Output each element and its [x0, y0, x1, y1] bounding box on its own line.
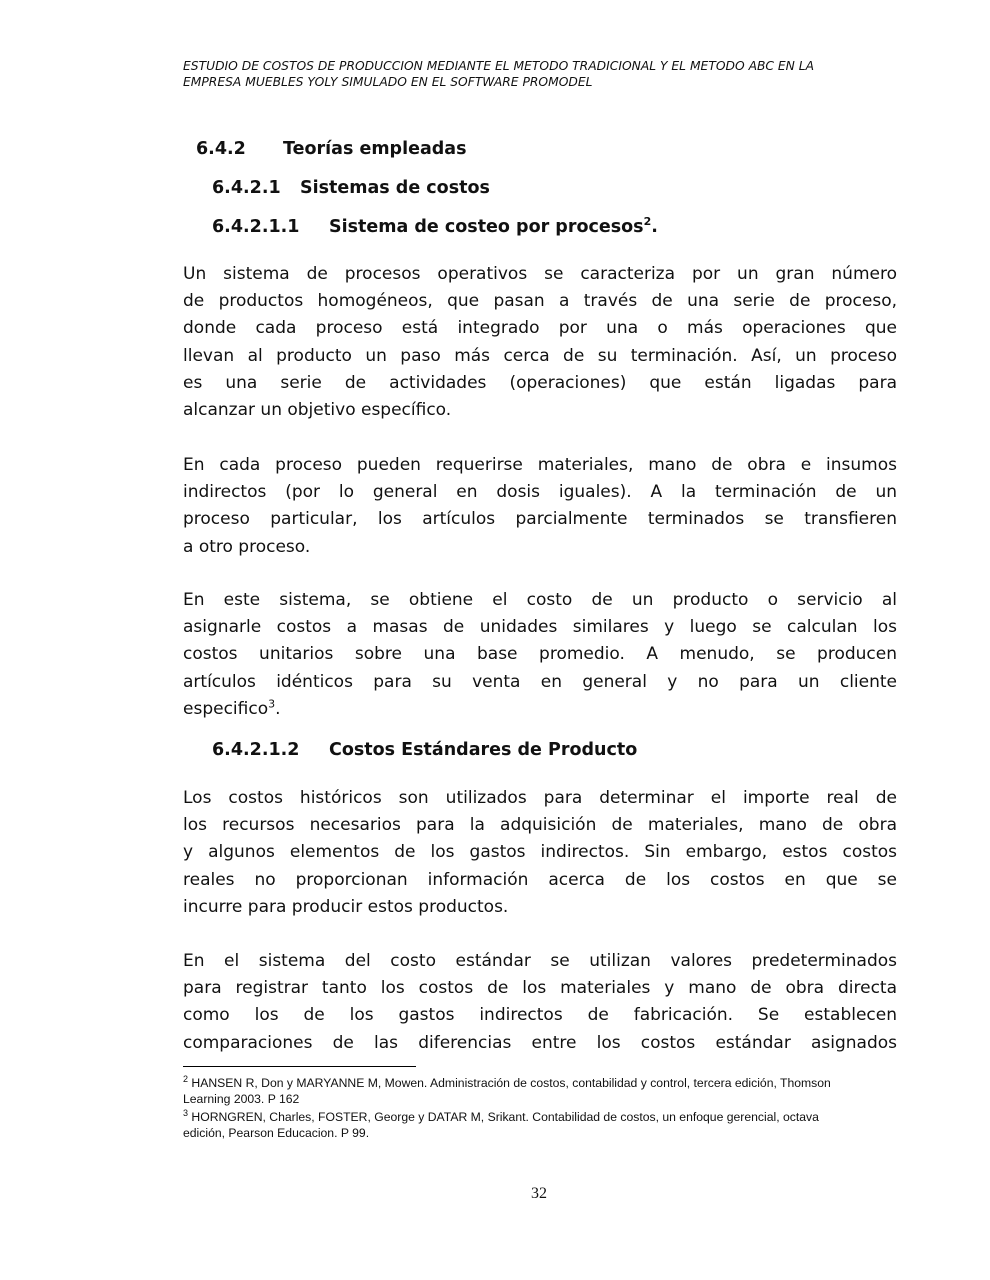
paragraph-5: [183, 948, 897, 1057]
text-line: los recursos necesarios para la adquisición de materiales, mano de obra: [183, 815, 897, 836]
footnote-mark: 2: [183, 1073, 189, 1084]
text-line: Un sistema de procesos operativos se caracteriza por un gran número: [183, 264, 897, 284]
text-line: como los de los gastos indirectos de fabricación. Se establecen: [183, 1005, 897, 1026]
text-line: a otro proceso.: [183, 536, 311, 557]
heading-6-4-2-1-2: [212, 740, 638, 760]
text-line: costos unitarios sobre una base promedio. A menudo, se producen: [183, 644, 897, 665]
text-line: En cada proceso pueden requerirse materiales, mano de obra e insumos: [183, 455, 897, 475]
paragraph-1: [183, 261, 897, 424]
heading-6-4-2: [196, 139, 467, 159]
footnote-ref[interactable]: 2: [643, 215, 652, 229]
footnote-2: [183, 1075, 897, 1107]
text-line: En el sistema del costo estándar se utilizan valores predeterminados: [183, 951, 897, 971]
header-line: ESTUDIO DE COSTOS DE PRODUCCION MEDIANTE EL METODO TRADICIONAL Y EL METODO ABC EN LA: [183, 59, 815, 73]
text-line: Los costos históricos son utilizados para determinar el importe real de: [183, 788, 897, 808]
text-line: es una serie de actividades (operaciones) que están ligadas para: [183, 372, 897, 393]
heading-title: Teorías empleadas: [283, 139, 467, 159]
text-line: y algunos elementos de los gastos indirectos. Sin embargo, estos costos: [183, 842, 897, 863]
footnote-3: [183, 1109, 897, 1141]
text-line: reales no proporcionan información acerca de los costos en que se: [183, 869, 897, 890]
heading-title: Costos Estándares de Producto: [329, 740, 638, 760]
text-line: En este sistema, se obtiene el costo de un producto o servicio al: [183, 590, 897, 610]
heading-6-4-2-1-1: [212, 215, 658, 237]
heading-punct: .: [651, 217, 658, 237]
heading-title: Sistemas de costos: [300, 178, 490, 198]
footnote-ref[interactable]: 3: [268, 697, 276, 711]
text-line: asignarle costos a masas de unidades similares y luego se calculan los: [183, 617, 897, 638]
text-line: comparaciones de las diferencias entre los costos estándar asignados: [183, 1032, 897, 1053]
text-punct: .: [275, 698, 281, 719]
footnote-mark: 3: [183, 1107, 189, 1118]
text-line: de productos homogéneos, que pasan a través de una serie de proceso,: [183, 291, 897, 312]
paragraph-4: [183, 785, 897, 921]
text-line: especifico: [183, 698, 269, 719]
text-line: proceso particular, los artículos parcialmente terminados se transfieren: [183, 509, 897, 530]
text-line: para registrar tanto los costos de los materiales y mano de obra directa: [183, 978, 897, 999]
paragraph-2: [183, 452, 897, 561]
header-line: EMPRESA MUEBLES YOLY SIMULADO EN EL SOFTWARE PROMODEL: [183, 75, 593, 89]
footnote-text: HORNGREN, Charles, FOSTER, George y DATAR M, Srikant. Contabilidad de costos, un enfoque gerencial, octava: [191, 1110, 819, 1124]
footnote-text: edición, Pearson Educacion. P 99.: [183, 1126, 370, 1140]
text-line: indirectos (por lo general en dosis iguales). A la terminación de un: [183, 482, 897, 503]
heading-title: Sistema de costeo por procesos: [329, 217, 644, 237]
footnote-text: Learning 2003. P 162: [183, 1092, 300, 1106]
running-header: [183, 58, 903, 90]
heading-number: 6.4.2: [196, 139, 246, 159]
text-line: incurre para producir estos productos.: [183, 896, 509, 917]
footnote-separator: [183, 1066, 416, 1067]
text-line: alcanzar un objetivo específico.: [183, 399, 452, 420]
paragraph-3: [183, 587, 897, 723]
footnote-text: HANSEN R, Don y MARYANNE M, Mowen. Administración de costos, contabilidad y control, tercera edición, Thomson: [191, 1076, 831, 1090]
page-number: 32: [531, 1185, 547, 1202]
text-line: donde cada proceso está integrado por una o más operaciones que: [183, 318, 897, 339]
text-line: artículos idénticos para su venta en general y no para un cliente: [183, 671, 897, 692]
heading-number: 6.4.2.1: [212, 178, 281, 198]
heading-6-4-2-1: [212, 178, 490, 198]
text-line: llevan al producto un paso más cerca de su terminación. Así, un proceso: [183, 345, 897, 366]
heading-number: 6.4.2.1.2: [212, 740, 300, 760]
heading-number: 6.4.2.1.1: [212, 217, 300, 237]
